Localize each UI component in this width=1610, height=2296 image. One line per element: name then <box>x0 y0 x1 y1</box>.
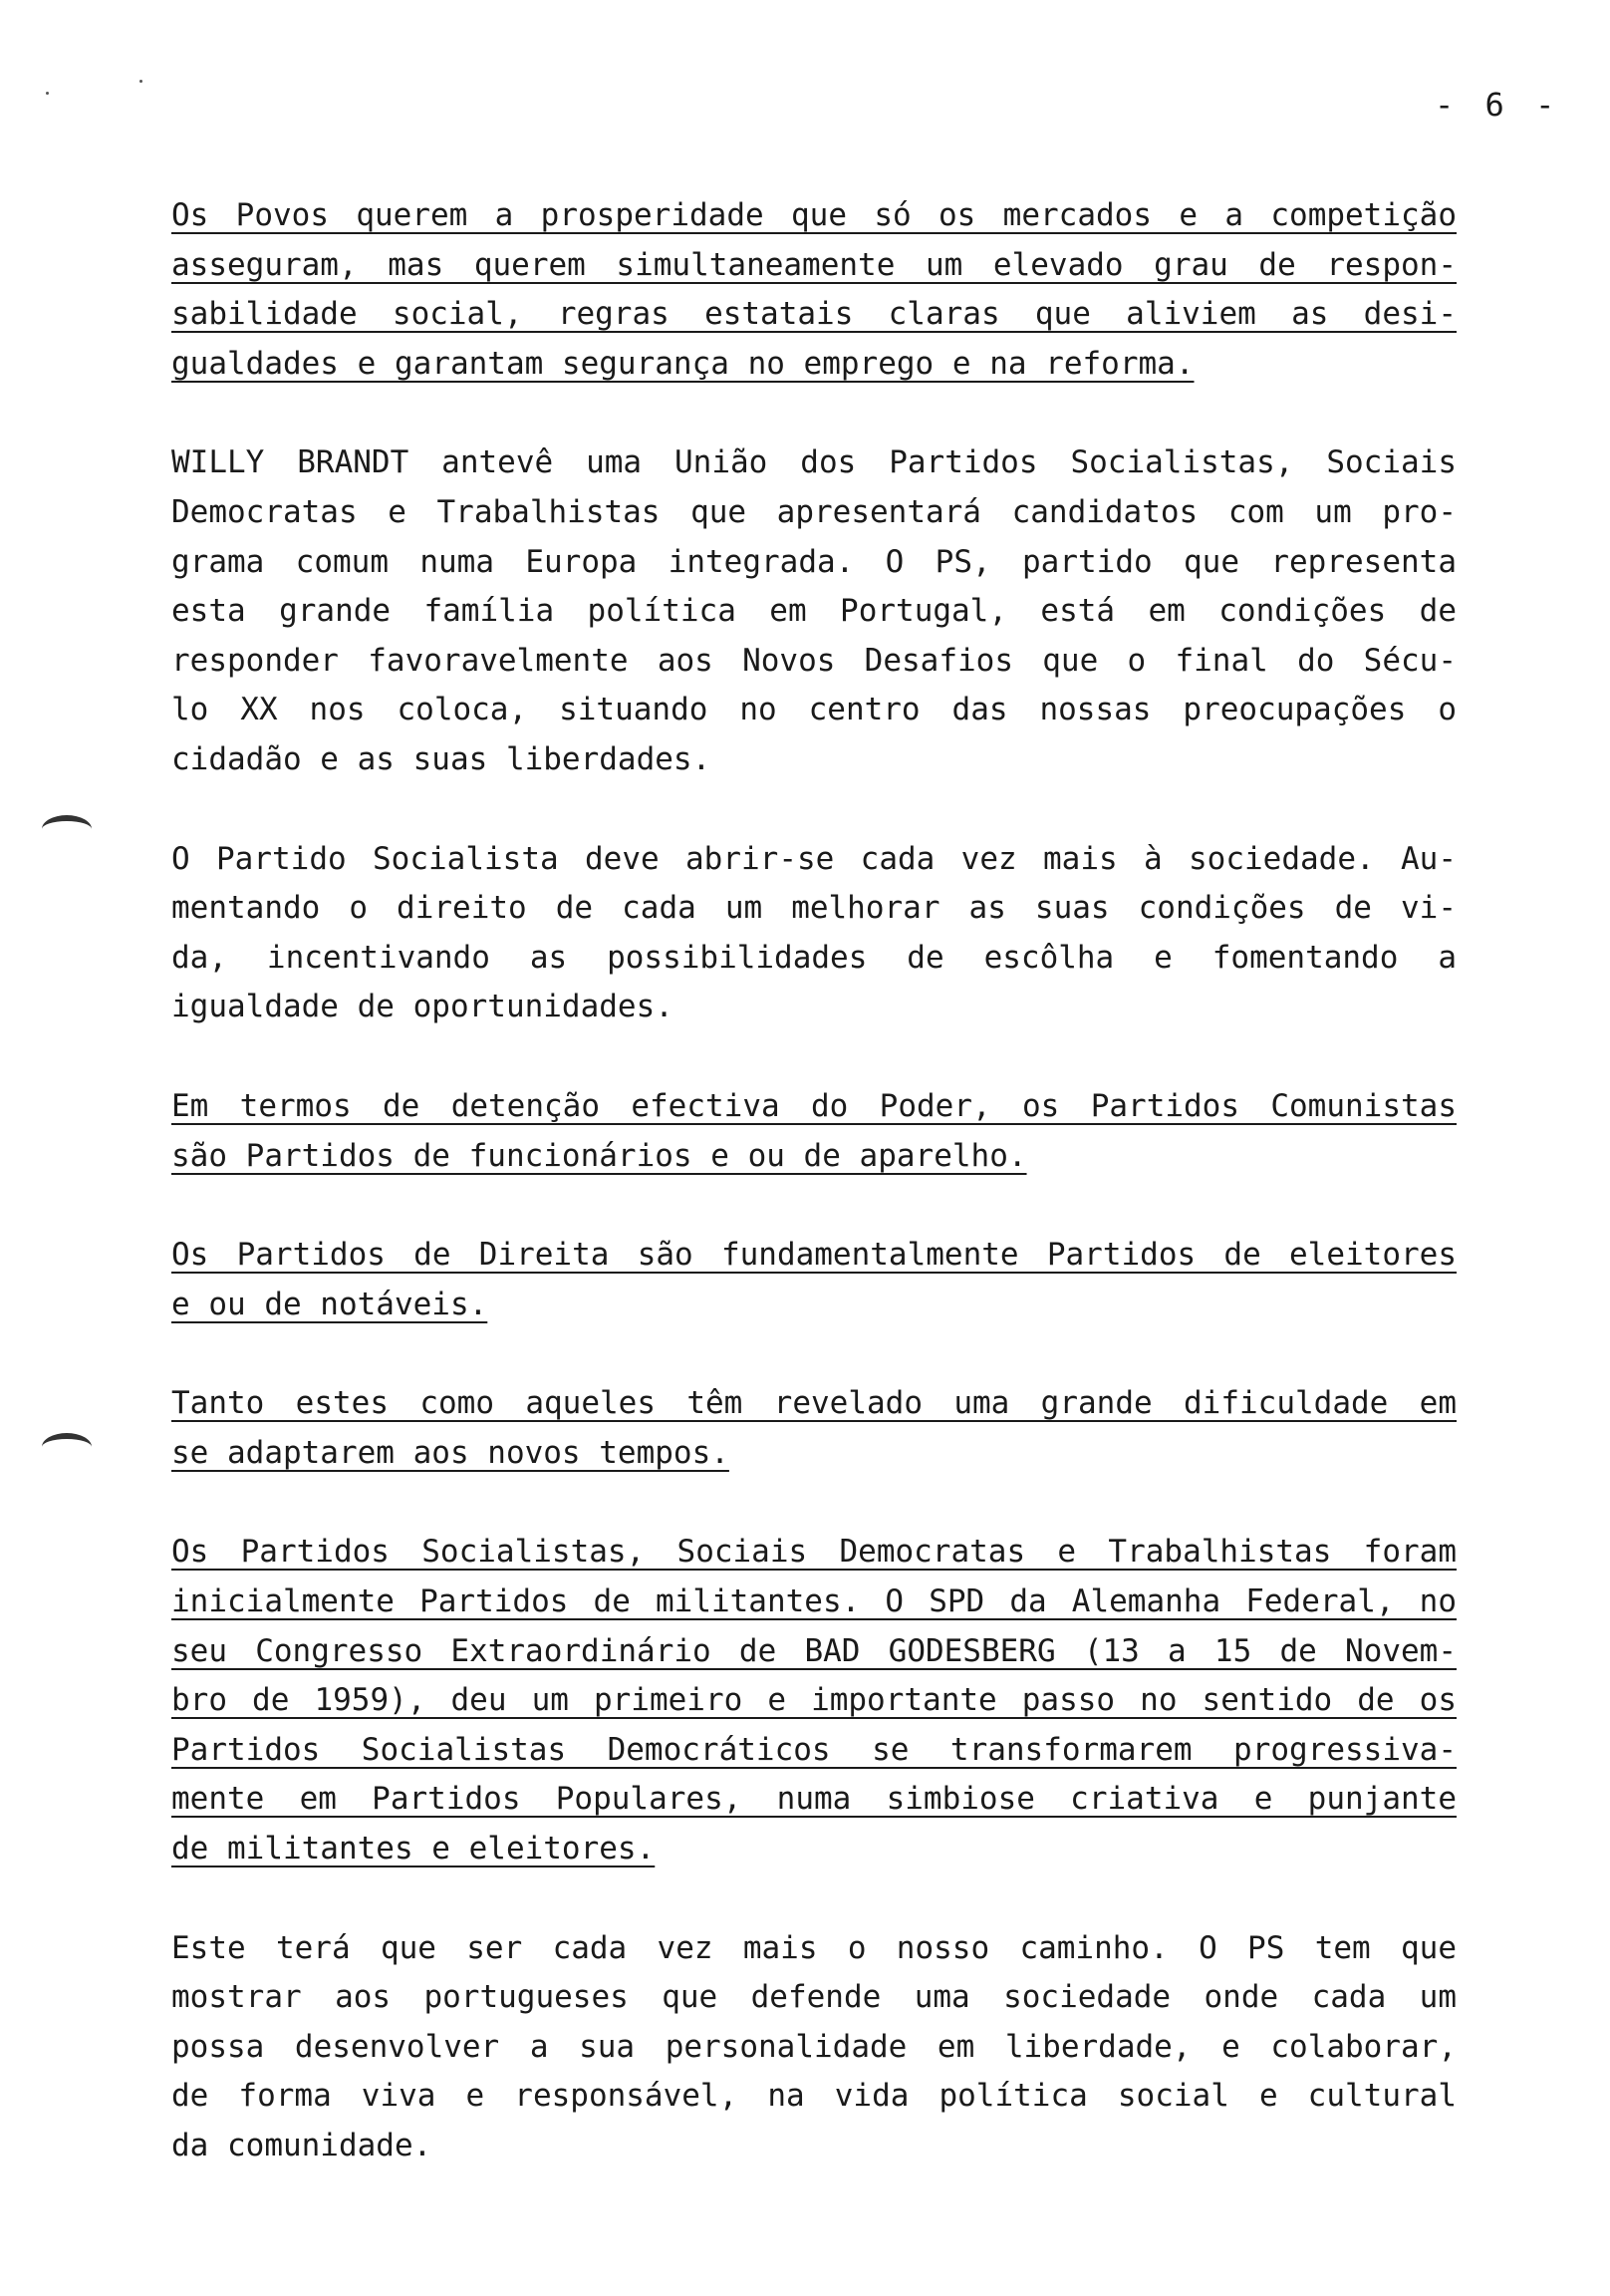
text-line <box>171 934 1457 984</box>
text-line-content: se adaptarem aos novos tempos. <box>171 1434 729 1471</box>
text-line <box>171 835 1457 885</box>
text-line <box>171 1528 1457 1578</box>
text-line <box>171 587 1457 637</box>
text-line-content: Os Povos querem a prosperidade que só os mercados e a competição <box>171 197 1457 233</box>
paragraph <box>171 1082 1457 1181</box>
document-body <box>171 191 1457 2221</box>
text-line <box>171 1726 1457 1776</box>
text-line <box>171 1429 1457 1479</box>
text-line-content: asseguram, mas querem simultaneamente um elevado grau de respon- <box>171 246 1457 283</box>
text-line-content: Em termos de detenção efectiva do Poder, os Partidos Comunistas <box>171 1087 1457 1124</box>
paragraph <box>171 1528 1457 1873</box>
text-line-content: Este terá que ser cada vez mais o nosso caminho. O PS tem que <box>171 1929 1457 1966</box>
text-line-content: inicialmente Partidos de militantes. O SPD da Alemanha Federal, no <box>171 1583 1457 1620</box>
text-line-content: da, incentivando as possibilidades de escôlha e fomentando a <box>171 939 1457 976</box>
text-line <box>171 1281 1457 1330</box>
text-line-content: de militantes e eleitores. <box>171 1831 656 1867</box>
text-line-content: gualdades e garantam segurança no emprego e na reforma. <box>171 345 1195 382</box>
text-line <box>171 2072 1457 2122</box>
text-line <box>171 538 1457 588</box>
text-line <box>171 637 1457 687</box>
text-line-content: bro de 1959), deu um primeiro e importante passo no sentido de os <box>171 1682 1457 1719</box>
text-line-content: Os Partidos Socialistas, Sociais Democratas e Trabalhistas foram <box>171 1534 1457 1571</box>
text-line-content: grama comum numa Europa integrada. O PS, partido que representa <box>171 543 1457 580</box>
text-line <box>171 1676 1457 1726</box>
text-line-content: Os Partidos de Direita são fundamentalmente Partidos de eleitores <box>171 1237 1457 1274</box>
text-line-content: possa desenvolver a sua personalidade em liberdade, e colaborar, <box>171 2028 1457 2065</box>
scan-speck <box>46 92 49 95</box>
text-line <box>171 735 1457 785</box>
text-line-content: mostrar aos portugueses que defende uma sociedade onde cada um <box>171 1979 1457 2016</box>
text-line-content: mente em Partidos Populares, numa simbiose criativa e punjante <box>171 1781 1457 1818</box>
text-line-content: sabilidade social, regras estatais claras que aliviem as desi- <box>171 296 1457 333</box>
text-line <box>171 1775 1457 1825</box>
text-line <box>171 1973 1457 2023</box>
text-line-content: e ou de notáveis. <box>171 1286 488 1322</box>
paragraph <box>171 835 1457 1032</box>
text-line <box>171 983 1457 1032</box>
text-line <box>171 340 1457 390</box>
text-line-content: esta grande família política em Portugal, está em condições de <box>171 593 1457 630</box>
text-line <box>171 290 1457 340</box>
text-line <box>171 1231 1457 1281</box>
text-line-content: Partidos Socialistas Democráticos se transformarem progressiva- <box>171 1731 1457 1768</box>
paragraph <box>171 1231 1457 1329</box>
text-line <box>171 686 1457 735</box>
paragraph <box>171 1924 1457 2171</box>
text-line <box>171 438 1457 488</box>
text-line-content: O Partido Socialista deve abrir-se cada vez mais à sociedade. Au- <box>171 840 1457 877</box>
binder-hole-mark <box>42 1433 92 1461</box>
text-line-content: lo XX nos coloca, situando no centro das nossas preocupações o <box>171 692 1457 728</box>
text-line-content: cidadão e as suas liberdades. <box>171 740 711 777</box>
text-line <box>171 1082 1457 1132</box>
text-line <box>171 1924 1457 1974</box>
page-number: - 6 - <box>1435 86 1561 124</box>
text-line <box>171 191 1457 241</box>
binder-hole-mark <box>42 815 92 843</box>
text-line-content: seu Congresso Extraordinário de BAD GODESBERG (13 a 15 de Novem- <box>171 1632 1457 1669</box>
text-line <box>171 1132 1457 1182</box>
paragraph <box>171 191 1457 389</box>
paragraph <box>171 1379 1457 1478</box>
text-line-content: de forma viva e responsável, na vida política social e cultural <box>171 2078 1457 2115</box>
text-line <box>171 1379 1457 1429</box>
text-line <box>171 2122 1457 2171</box>
text-line <box>171 1825 1457 1874</box>
text-line-content: WILLY BRANDT antevê uma União dos Partidos Socialistas, Sociais <box>171 444 1457 481</box>
text-line <box>171 488 1457 538</box>
text-line-content: da comunidade. <box>171 2128 432 2163</box>
text-line-content: responder favoravelmente aos Novos Desafios que o final do Sécu- <box>171 642 1457 679</box>
text-line-content: Democratas e Trabalhistas que apresentará candidatos com um pro- <box>171 493 1457 530</box>
text-line-content: são Partidos de funcionários e ou de aparelho. <box>171 1137 1027 1174</box>
text-line <box>171 241 1457 291</box>
paragraph <box>171 438 1457 784</box>
text-line <box>171 2023 1457 2073</box>
text-line <box>171 1627 1457 1677</box>
scan-speck <box>139 80 142 83</box>
text-line <box>171 884 1457 934</box>
text-line-content: mentando o direito de cada um melhorar as suas condições de vi- <box>171 890 1457 927</box>
text-line-content: igualdade de oportunidades. <box>171 989 673 1025</box>
text-line <box>171 1578 1457 1627</box>
text-line-content: Tanto estes como aqueles têm revelado uma grande dificuldade em <box>171 1385 1457 1422</box>
